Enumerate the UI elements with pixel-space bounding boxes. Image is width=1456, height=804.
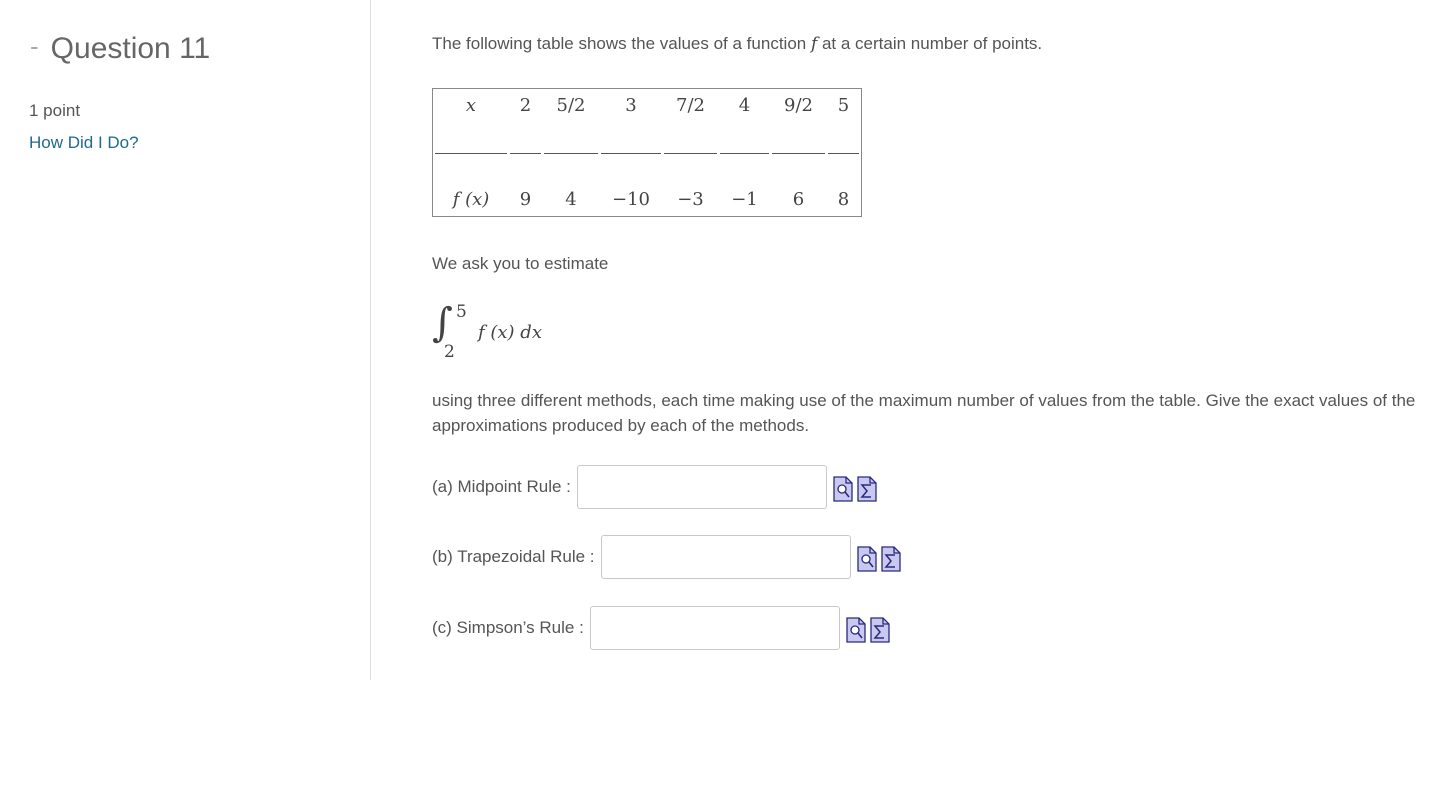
table-divider [544, 153, 598, 154]
answer-row-midpoint [432, 465, 877, 509]
question-sidebar [0, 0, 371, 680]
table-cell: 9/2 [784, 95, 813, 116]
table-divider [510, 153, 541, 154]
integrand: f (x) dx [478, 322, 542, 343]
answer-tools [833, 476, 877, 502]
table-cell: −10 [612, 189, 650, 210]
preview-icon[interactable] [846, 617, 866, 643]
question-title: Question 11 [50, 32, 211, 65]
table-cell: 6 [792, 189, 805, 210]
table-cell: 5 [837, 95, 850, 116]
answer-tools [846, 617, 890, 643]
integral-upper-bound: 5 [456, 302, 467, 322]
equation-editor-icon[interactable] [870, 617, 890, 643]
answer-row-trapezoidal [432, 535, 901, 579]
function-symbol: f [810, 34, 818, 54]
integral-lower-bound: 2 [444, 342, 455, 362]
preview-icon[interactable] [857, 546, 877, 572]
table-divider [720, 153, 769, 154]
table-divider [664, 153, 717, 154]
question-intro: The following table shows the values of a function f at a certain number of points. [432, 34, 1043, 54]
table-cell: 4 [738, 95, 751, 116]
equation-editor-icon[interactable] [881, 546, 901, 572]
answer-row-simpson [432, 606, 890, 650]
equation-editor-icon[interactable] [857, 476, 877, 502]
table-header-x: x [465, 95, 477, 116]
answer-label-trapezoidal: (b) Trapezoidal Rule : [432, 547, 595, 566]
integral-expression [432, 300, 592, 364]
table-divider [772, 153, 825, 154]
midpoint-answer-input[interactable] [577, 465, 827, 509]
answer-tools [857, 546, 901, 572]
table-row-x [433, 91, 861, 121]
method-instructions: using three different methods, each time making use of the maximum number of values from the table. Give the exact values of the approximations produced by each of the methods. [432, 391, 1416, 435]
table-cell: −1 [731, 189, 758, 210]
table-row-fx [433, 185, 861, 215]
points-label: 1 point [29, 101, 81, 120]
table-cell: −3 [677, 189, 704, 210]
estimate-text: We ask you to estimate [432, 254, 609, 273]
table-divider [828, 153, 859, 154]
table-cell: 3 [625, 95, 637, 116]
table-cell: 5/2 [556, 95, 586, 116]
preview-icon[interactable] [833, 476, 853, 502]
answer-label-midpoint: (a) Midpoint Rule : [432, 477, 571, 496]
table-cell: 9 [519, 189, 532, 210]
table-divider [601, 153, 661, 154]
integral-sign: ∫ [432, 300, 453, 346]
table-cell: 8 [837, 189, 850, 210]
collapse-toggle[interactable]: - [30, 31, 39, 61]
table-cell: 7/2 [676, 95, 705, 116]
table-header-fx: f (x) [452, 189, 490, 210]
table-divider [435, 153, 507, 154]
trapezoidal-answer-input[interactable] [601, 535, 851, 579]
answer-label-simpson: (c) Simpson’s Rule : [432, 618, 584, 637]
table-cell: 4 [565, 189, 577, 210]
table-cell: 2 [519, 95, 532, 116]
how-did-i-do-link[interactable]: How Did I Do? [29, 133, 139, 152]
question-header [30, 31, 211, 65]
values-table [432, 88, 862, 217]
simpson-answer-input[interactable] [590, 606, 840, 650]
